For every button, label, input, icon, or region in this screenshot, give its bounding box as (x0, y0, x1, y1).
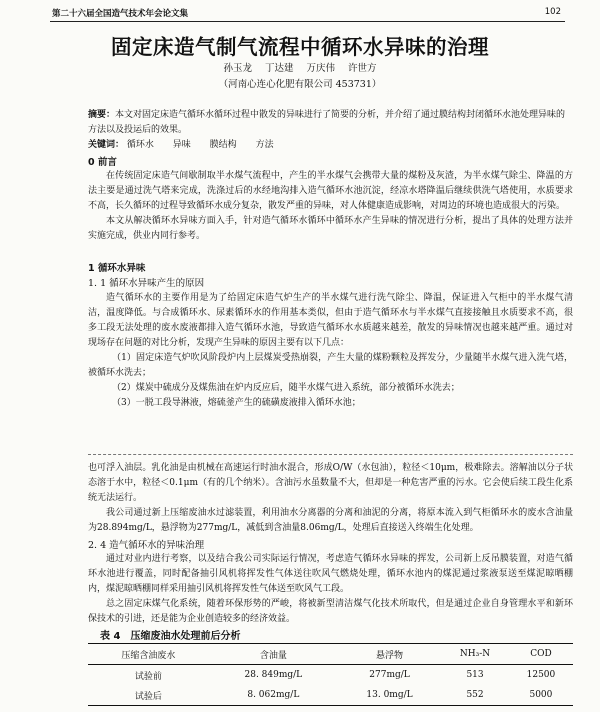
section-1-1-body (88, 291, 573, 411)
paragraph: 总之固定床煤气化系统，随着环保形势的严峻，将被新型清洁煤气化技术所取代，但是通过企业自身管理水平和新环保技术的引进，还是能为企业创造较多的经济效益。 (88, 599, 573, 624)
table-cell: 513 (466, 670, 484, 680)
list-item: （3）一脱工段导淋液，熔硫釜产生的硫磺废液排入循环水池； (112, 398, 361, 408)
table-cell: 552 (466, 690, 484, 700)
paragraph: 本文从解决循环水异味方面入手，针对造气循环水循环中循环水产生异味的情况进行分析，提出了具体的处理方法并实施完成，供业内同行参考。 (88, 216, 573, 241)
abstract-label: 摘要： (88, 110, 116, 120)
subsection-heading-2-4: 2. 4 造气循环水的异味治理 (88, 540, 205, 551)
page-divider (88, 454, 573, 455)
table-cell: 277mg/L (369, 670, 410, 680)
affiliation: （河南心连心化肥有限公司 453731） (218, 79, 382, 90)
oil-water-body (88, 461, 573, 536)
author-list: 孙玉龙 丁达建 万庆伟 许世方 (223, 63, 377, 74)
table-cell: 28. 849mg/L (244, 670, 303, 680)
table-cell: 试验前 (134, 671, 162, 682)
table-header-cell: 悬浮物 (376, 650, 404, 661)
paper-title: 固定床造气制气流程中循环水异味的治理 (111, 35, 489, 59)
table-cell: 5000 (529, 690, 553, 700)
list-item: （2）煤炭中硫成分及煤焦油在炉内反应后，随半水煤气进入系统，部分被循环水洗去； (112, 383, 460, 393)
table-cell: 试验后 (134, 691, 162, 702)
keyword: 循环水 (126, 140, 154, 150)
table-header-cell: 含油量 (259, 650, 287, 661)
paragraph: 通过对业内进行考察，以及结合我公司实际运行情况，考虑造气循环水异味的挥发，公司新上反吊膜装置，对造气循环水池进行覆盖，同时配备抽引风机将挥发性气体送往吹风气燃烧处理，循环水池内的煤泥通过浆液泵送至煤泥晾晒棚内，煤泥晾晒棚同样采用抽引风机将挥发性气体送至吹风气工段。 (88, 554, 573, 594)
paragraph: 在传统固定床造气间歇制取半水煤气流程中，产生的半水煤气会携带大量的煤粉及灰渣，为半水煤气除尘、降温的方法主要是通过洗气塔来完成，洗涤过后的水经地沟排入造气循环水池沉淀，经凉水塔降温后继续供洗气塔使用，水质要求不高，长久循环的过程导致循环水成分复杂，散发严重的异味，对人体健康造成影响，对周边的环境也造成很大的污染。 (88, 171, 573, 211)
paragraph: 造气循环水的主要作用是为了给固定床造气炉生产的半水煤气进行洗气除尘、降温，保证进入气柜中的半水煤气清洁，温度降低。与合成循环水、尿素循环水的作用基本类似，但由于造气循环水与半水煤气直接接触且水质要求不高，很多工段无法处理的废水废液都排入造气循环水池，导致造气循环水水质越来越差，散发的异味情况也越来越严重。通过对现场存在问题的对比分析，发现产生异味的原因主要有以下几点： (88, 293, 573, 348)
running-header (50, 5, 565, 22)
table-cell: 12500 (526, 670, 556, 680)
abstract (88, 108, 573, 138)
table-row (88, 665, 573, 686)
table-row (88, 685, 573, 706)
keyword: 方法 (255, 140, 274, 150)
section-2-4-body (88, 552, 573, 627)
keywords (88, 138, 573, 153)
table-cell: 8. 062mg/L (247, 690, 300, 700)
keyword: 膜结构 (209, 140, 237, 150)
section-heading-1: 1 循环水异味 (88, 263, 146, 274)
table-caption: 表 4 压缩废油水处理前后分析 (100, 631, 241, 642)
paragraph: 我公司通过新上压缩废油水过滤装置，利用油水分离器的分离和油泥的分离，将原本流入到气柜循环水的废水含油量为28.894mg/L，悬浮物为277mg/L，减低到含油量8.06mg/L，处理后直接送入终端生化处理。 (88, 508, 573, 533)
subsection-heading-1-1: 1. 1 循环水异味产生的原因 (88, 278, 205, 289)
conference-name: 第二十六届全国造气技术年会论文集 (52, 9, 189, 19)
section-heading-intro: 0 前言 (88, 157, 117, 168)
table-header-row (88, 644, 573, 665)
intro-body (88, 169, 573, 244)
paragraph: 也可浮入油层。乳化油是由机械在高速运行时油水混合，形成O/W（水包油），粒径＜10μm，极难除去。溶解油以分子状态溶于水中，粒径＜0.1μm（有的几个纳米）。含油污水虽数量不大，但却是一种危害严重的污水。它会使后续工段生化系统无法运行。 (88, 463, 573, 503)
table-header-cell: NH₃-N (459, 649, 491, 659)
table-header-cell: 压缩含油废水 (121, 650, 176, 661)
list-item: （1）固定床造气炉吹风阶段炉内上层煤炭受热崩裂，产生大量的煤粉颗粒及挥发分，少量随半水煤气进入洗气塔，被循环水洗去； (88, 353, 573, 378)
keywords-label: 关键词： (88, 140, 125, 150)
page-number: 102 (544, 7, 561, 17)
table-cell: 13. 0mg/L (366, 690, 413, 700)
analysis-table (88, 643, 573, 706)
abstract-text: 本文对固定床造气循环水循环过程中散发的异味进行了简要的分析，并介绍了通过膜结构封闭循环水池处理异味的方法以及投运后的效果。 (88, 110, 566, 135)
table-header-cell: COD (530, 649, 552, 659)
keyword: 异味 (172, 140, 191, 150)
